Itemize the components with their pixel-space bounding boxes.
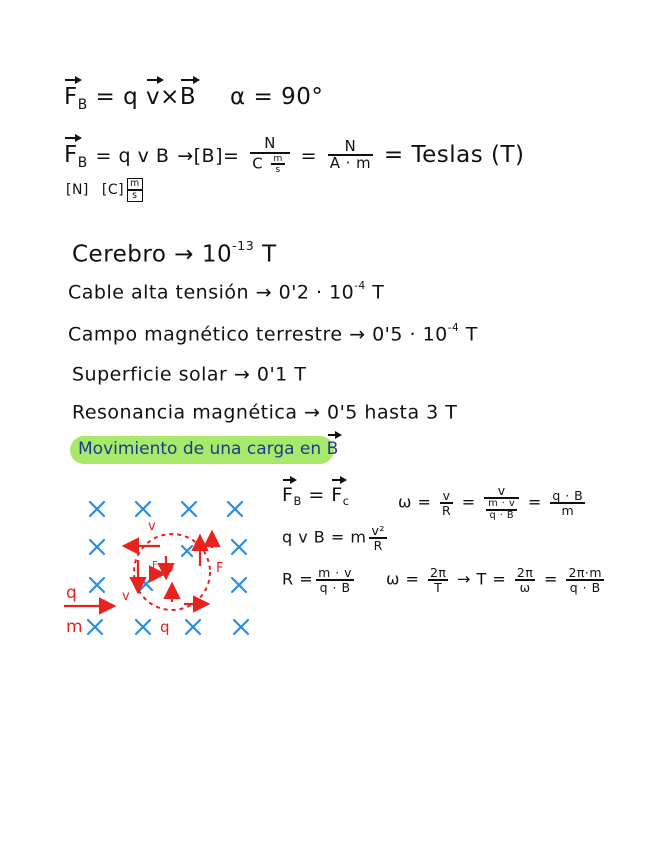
cross-icon xyxy=(232,578,246,592)
charge-label: q xyxy=(66,583,77,603)
cross-icon xyxy=(182,546,192,556)
example-campo-terrestre: Campo magnético terrestre → $0'5 \cdot 10^{-4}$ T xyxy=(68,322,478,346)
cross-icon xyxy=(186,620,200,634)
mass-label: m xyxy=(66,617,83,637)
equals-2: = xyxy=(300,144,318,167)
section-title: Movimiento de una carga en B xyxy=(78,439,339,459)
example-superficie-solar: Superficie solar → 0'1 T xyxy=(72,363,307,386)
eq-radius: R = $\frac{m \cdot v}{q \cdot B}$ xyxy=(282,565,353,596)
force-subscript-2: B xyxy=(77,154,88,171)
cross-icon xyxy=(90,540,104,554)
fraction-n-over-am: $\frac{N}{A \cdot m}$ xyxy=(329,137,372,173)
f-label-right: F xyxy=(216,561,224,576)
equals-q: = q xyxy=(95,84,139,110)
v-label-left: v xyxy=(122,589,130,604)
cross-icon xyxy=(182,502,196,516)
force-vector-2: F xyxy=(64,141,78,168)
cross-icon xyxy=(136,502,150,516)
example-cable: Cable alta tensión → $0'2 \cdot 10^{-4}$ T xyxy=(68,280,385,304)
example-cerebro: Cerebro → $10^{-13}$ T xyxy=(72,238,277,268)
eq-omega: ω = $\frac{v}{R}$ = $\frac{v}{\frac{m \cdot v}{q \cdot B}}$ = $\frac{q \cdot B}{m}$ xyxy=(398,483,584,522)
equals-1: = xyxy=(223,144,240,167)
magnitude-formula: = q v B xyxy=(95,144,170,167)
velocity-vector: v xyxy=(146,84,161,110)
example-resonancia: Resonancia magnética → 0'5 hasta 3 T xyxy=(72,401,458,424)
eq-centripetal: $F_B = F_c$ xyxy=(282,484,350,508)
eq-qvb: q v B = m $\frac{\text{v²}}{R}$ xyxy=(282,523,385,554)
unit-of-b: [B] xyxy=(193,144,224,167)
unit-coulomb: [C] xyxy=(101,181,125,198)
cross-icon xyxy=(234,620,248,634)
cross-product-sign: × xyxy=(160,84,180,110)
fraction-n-over-cms: N C $\frac{m}{s}$ xyxy=(250,136,290,175)
force-velocity-arrows xyxy=(64,534,212,606)
arrow-1: → xyxy=(177,144,194,167)
cross-icon xyxy=(232,540,246,554)
unit-ms: $\frac{m}{s}$ xyxy=(127,178,143,202)
cross-icon xyxy=(90,502,104,516)
field-vector: B xyxy=(179,84,197,110)
force-subscript: B xyxy=(77,96,88,113)
unit-newton: [N] xyxy=(66,181,89,198)
f-label-inner-left: F xyxy=(152,560,158,571)
teslas-result: = Teslas (T) xyxy=(383,141,525,168)
v-label-top: v xyxy=(148,519,156,534)
cross-icon xyxy=(136,620,150,634)
angle-note: α = 90° xyxy=(230,84,324,110)
cross-icon xyxy=(140,578,152,590)
cross-icon xyxy=(90,578,104,592)
q-label-bottom: q xyxy=(160,618,170,636)
cross-icon xyxy=(228,502,242,516)
cross-icon xyxy=(88,620,102,634)
eq-period: ω = $\frac{2\pi}{T}$ → T = $\frac{2\pi}{\omega}$ = $\frac{2\pi\cdot m}{q \cdot B}$ xyxy=(386,565,602,596)
force-vector: F xyxy=(64,84,78,110)
v-label-inner: v xyxy=(168,564,174,575)
